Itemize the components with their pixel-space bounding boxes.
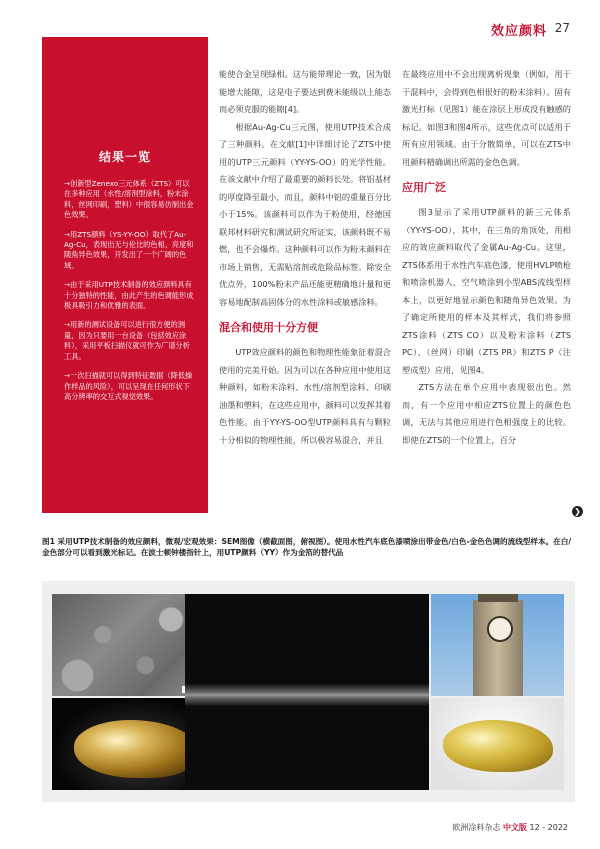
section-title: 效应颜料 <box>490 24 547 39</box>
section-heading: 应用广泛 <box>402 181 446 194</box>
page-number: 27 <box>554 21 570 35</box>
article-column-middle <box>219 66 391 449</box>
edition-label: 中文版 <box>502 823 527 832</box>
summary-item: →用新的测试设备可以进行很方便的测量，因为只要用一台设备（包括效应涂料），采用平板扫描仪就可作为广谱分析工具。 <box>64 320 190 361</box>
paragraph: 能使合金呈现绿相。这与能带理论一致，因为银能增大能隙，这是电子要达到费米能级以上能态而必须克服的能隙[4]。 <box>219 69 391 114</box>
paragraph: 根据Au-Ag-Cu三元图，使用UTP技术合成了三种颜料。在文献[1]中详细讨论了ZTS中使用的UTP三元颜料（YY-YS-OO）的光学性能。在该文献中介绍了最重要的颜料长处。将铝基材的厚度降至最小，而且，颜料中铝的重量百分比小于15%。该颜料可以作为干粉使用，经德国联邦材料研究和测试研究所证实，该颜料既不易燃，也不会爆炸。这种颜料可以作为粉末颜料在市场上销售，无需贴溶剂或危险品标签。除安全优点外，100%粉末产品还能更精确地计量和更容易地配制高固体分的水性涂料或敏感涂料。 <box>219 121 391 307</box>
section-heading: 混合和使用十分方便 <box>219 321 318 334</box>
summary-item: →创新型Zenexo三元体系（ZTS）可以在多种应用（水性/溶剂型涂料，粉末涂料，丝网印刷，塑料）中很容易仿制出金色效果。 <box>64 179 194 220</box>
paragraph: ZTS方法在单个应用中表现很出色。然而，有一个应用中相应ZTS位置上的颜色色调，无法与其他应用进行色相强度上的比较。即使在ZTS的一个位置上，百分 <box>402 382 571 445</box>
sem-cross-section-image <box>185 594 429 790</box>
issue-label: 12 - 2022 <box>529 823 568 832</box>
paragraph: 在最终应用中不会出现离析现象（例如，用于干混料中，会得到色相很好的粉末涂料）。固有激光打标（见图1）能在涂层上形成没有触感的标记。如图3和图4所示，这些优点可以适用于所有应用领域。由于分散简单，可以在ZTS中用颜料精确调出所需的金色色调。 <box>402 69 571 167</box>
clock-tower-photo <box>431 594 564 696</box>
continue-arrow-icon: ❯ <box>572 506 583 517</box>
pigment-layer-band <box>185 684 429 706</box>
paragraph: UTP效应颜料的颜色和物理性能象征着混合使用的完美开始。因为可以在各种应用中使用这种颜料，如粉末涂料、水性/溶剂型涂料、印刷油墨和塑料，在这些应用中，颜料可以发挥其着色性能。由于YY-YS-OO型UTP颜料具有与颗粒十分相似的物理性能，所以极容易混合，并且 <box>219 347 391 445</box>
figure-caption: 图1 采用UTP技术制备的效应颜料，微观/宏观效果：SEM图像（横截面图，俯视图）。使用水性汽车底色漆喷涂出带金色/白色-金色色调的流线型样本。在白/金色部分可以看到激光标记。在波士顿钟楼指针上，用UTP颜料（YY）作为金箔的替代品 <box>42 537 572 557</box>
summary-item: →由于采用UTP技术制备的效应颜料具有十分独特的性能，由此产生的色调能形成极具吸引力和优雅的表面。 <box>64 280 194 311</box>
streamlined-sample <box>443 720 553 772</box>
summary-item: →用ZTS颜料（YS-YY-OO）取代了Au-Ag-Cu，表现出无与伦比的色相、亮度和随角异色效果，开发出了一个广阔的色域。 <box>64 229 194 270</box>
tower <box>473 600 523 696</box>
summary-list <box>64 179 196 411</box>
sidebar-title: 结果一览 <box>98 150 151 164</box>
summary-item: →一次扫描就可以得到特征数据（降低操作样品的风险），可以呈现在任何形状下高分辨率的交互式视觉效果。 <box>64 371 193 401</box>
tower-cap <box>478 594 518 602</box>
gold-sample-light-photo <box>431 698 564 790</box>
paragraph: 图3显示了采用UTP颜料的新三元体系（YY-YS-OO），其中，在三角的角顶处，用相应的效应颜料取代了金属Au-Ag-Cu。这里，ZTS体系用于水性汽车底色漆，使用HVLP喷枪和喷涂机器人，空气喷涂到小型ABS流线型样本上，以更好地显示颜色和随角异色效果。为了确定所使用的样本及其样式，我们将参照ZTS涂料（ZTS CO）以及粉末涂料（ZTS PC）、（丝网）印刷（ZTS PR）和ZTS P（注塑成型）应用，见图4。 <box>402 207 571 375</box>
page-footer <box>452 822 568 833</box>
figure-panel <box>42 581 575 802</box>
article-column-right <box>402 66 571 449</box>
summary-sidebar <box>42 37 208 513</box>
streamlined-sample <box>74 720 199 778</box>
clock-icon <box>487 616 513 642</box>
journal-name: 欧洲涂料杂志 <box>452 823 501 832</box>
